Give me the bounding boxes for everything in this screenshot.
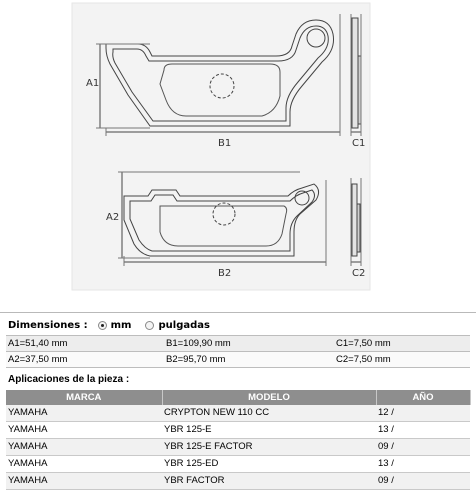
header-model: MODELO: [162, 390, 376, 405]
label-b1: B1: [218, 138, 232, 149]
label-c1: C1: [352, 138, 366, 149]
cell-year: 09 /: [376, 439, 470, 456]
unit-inches-label: pulgadas: [158, 319, 210, 331]
table-row: [6, 336, 470, 352]
table-header-row: [6, 390, 470, 405]
cell-model: CRYPTON NEW 110 CC: [162, 405, 376, 422]
cell-year: 09 /: [376, 473, 470, 490]
cell-model: YBR FACTOR: [162, 473, 376, 490]
radio-inches-icon[interactable]: [145, 321, 154, 330]
dimensions-header: [8, 318, 224, 332]
cell-year: 13 /: [376, 422, 470, 439]
label-b2: B2: [218, 268, 232, 279]
unit-mm-label: mm: [110, 319, 132, 331]
cell-brand: YAMAHA: [6, 439, 162, 456]
applications-title: Aplicaciones de la pieza :: [8, 374, 130, 385]
table-row: [6, 439, 470, 456]
dim-b1: B1=109,90 mm: [164, 336, 334, 352]
dim-c2: C2=7,50 mm: [334, 352, 470, 368]
dim-a1: A1=51,40 mm: [6, 336, 164, 352]
section-divider: [0, 312, 476, 313]
cell-year: 13 /: [376, 456, 470, 473]
dim-b2: B2=95,70 mm: [164, 352, 334, 368]
cell-brand: YAMAHA: [6, 456, 162, 473]
radio-mm-selected-icon[interactable]: [98, 321, 107, 330]
pad-1-side-profile: [352, 18, 358, 128]
label-a2: A2: [106, 212, 120, 223]
cell-model: YBR 125-E FACTOR: [162, 439, 376, 456]
unit-option-inches[interactable]: [145, 320, 209, 331]
label-c2: C2: [352, 268, 366, 279]
header-brand: MARCA: [6, 390, 162, 405]
cell-brand: YAMAHA: [6, 473, 162, 490]
table-row: [6, 352, 470, 368]
dim-a2: A2=37,50 mm: [6, 352, 164, 368]
label-a1: A1: [86, 78, 100, 89]
dimensions-title: Dimensiones :: [8, 319, 88, 331]
cell-model: YBR 125-ED: [162, 456, 376, 473]
dim-c1: C1=7,50 mm: [334, 336, 470, 352]
dimensions-table: [6, 335, 470, 368]
applications-table: [6, 390, 471, 490]
cell-model: YBR 125-E: [162, 422, 376, 439]
table-row: [6, 422, 470, 439]
cell-year: 12 /: [376, 405, 470, 422]
cell-brand: YAMAHA: [6, 422, 162, 439]
header-year: AÑO: [376, 390, 470, 405]
cell-brand: YAMAHA: [6, 405, 162, 422]
pad-2-side-profile: [352, 184, 357, 256]
table-row: [6, 456, 470, 473]
unit-option-mm[interactable]: [98, 320, 132, 331]
table-row: [6, 405, 470, 422]
table-row: [6, 473, 470, 490]
